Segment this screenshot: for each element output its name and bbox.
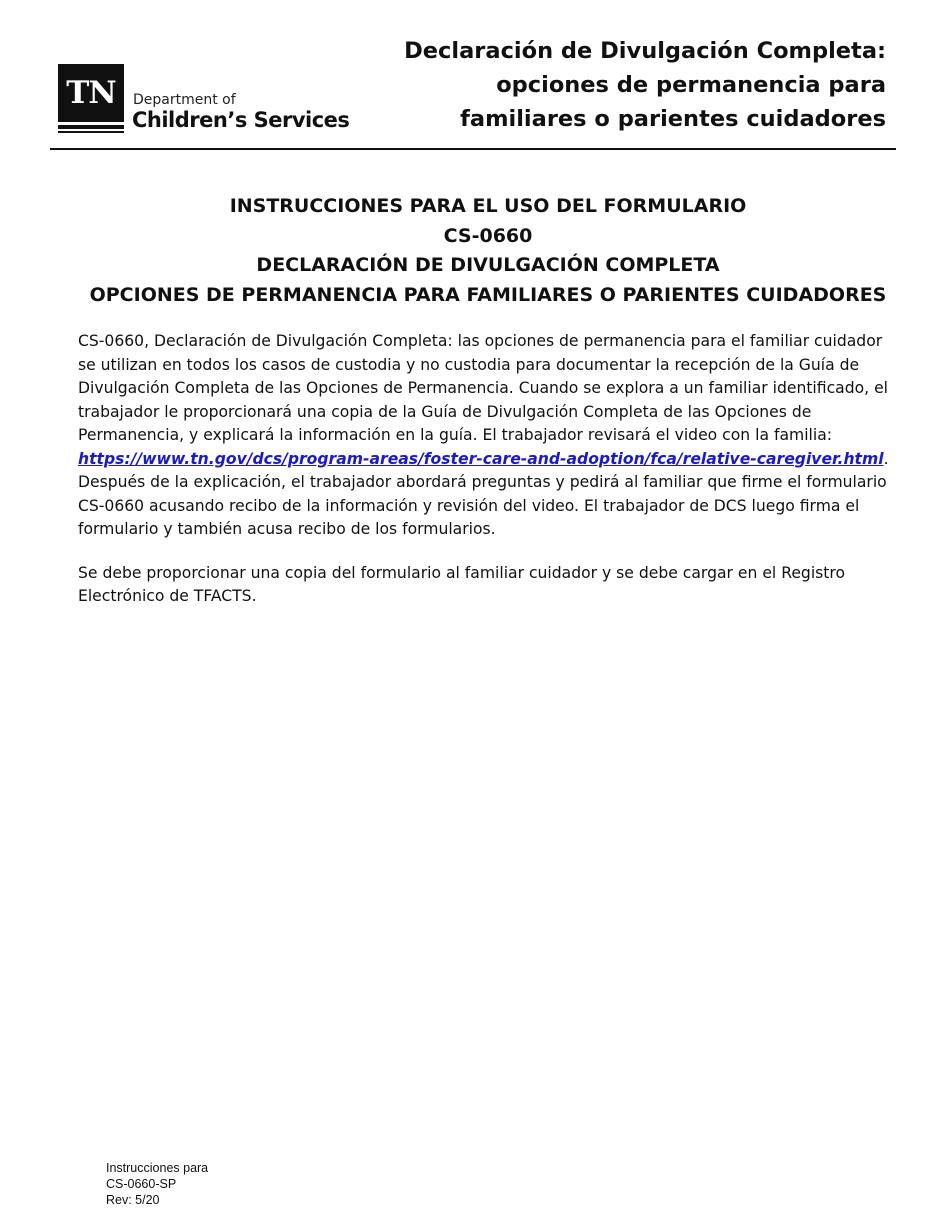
page-header [50,30,896,150]
page-footer [106,1160,208,1208]
body-paragraph-2: Después de la explicación, el trabajador abordará preguntas y pedirá al familiar que firme el formulario CS-0660 acusando recibo de la información y revisión del video. El trabajador de DCS luego firma el formulario y también acusa recibo de los formularios. [78,473,887,538]
dcs-logo [58,64,378,134]
video-link[interactable]: https://www.tn.gov/dcs/program-areas/foster-care-and-adoption/fca/relative-caregiver.html [78,449,884,468]
heading-line: INSTRUCCIONES PARA EL USO DEL FORMULARIO [229,195,747,217]
document-title-line: familiares o parientes cuidadores [460,106,886,132]
body-paragraph-3: Se debe proporcionar una copia del formulario al familiar cuidador y se debe cargar en el Registro Electrónico de TFACTS. [78,563,846,605]
instructions-body [78,330,898,609]
heading-line: CS-0660 [443,224,533,247]
logo-stripe [58,131,124,133]
heading-line: OPCIONES DE PERMANENCIA PARA FAMILIARES O PARIENTES CUIDADORES [89,284,887,307]
tn-logo-mark: TN [58,64,124,122]
body-paragraph-1 [78,330,898,471]
footer-revision: Rev: 5/20 [106,1193,160,1207]
footer-form-number: CS-0660-SP [106,1177,177,1191]
document-title-line: Declaración de Divulgación Completa: [404,38,886,64]
logo-department-text: Department of [133,92,236,108]
logo-agency-text: Children’s Services [132,108,350,132]
document-title [386,34,886,136]
link-suffix: . [883,449,889,468]
heading-line: DECLARACIÓN DE DIVULGACIÓN COMPLETA [256,254,720,277]
instructions-heading [50,192,926,311]
paragraph-1-text: CS-0660, Declaración de Divulgación Completa: las opciones de permanencia para el familiar cuidador se utilizan en todos los casos de custodia y no custodia para documentar la recepción de la Guía de Divulgación Completa de las Opciones de Permanencia. Cuando se explora a un familiar identificado, el trabajador le proporcionará una copia de la Guía de Divulgación Completa de las Opciones de Permanencia, y explicará la información en la guía. El trabajador revisará el video con la familia: [78,332,888,444]
document-title-line: opciones de permanencia para [496,72,886,98]
footer-line: Instrucciones para [106,1161,209,1175]
logo-stripe [58,125,124,129]
